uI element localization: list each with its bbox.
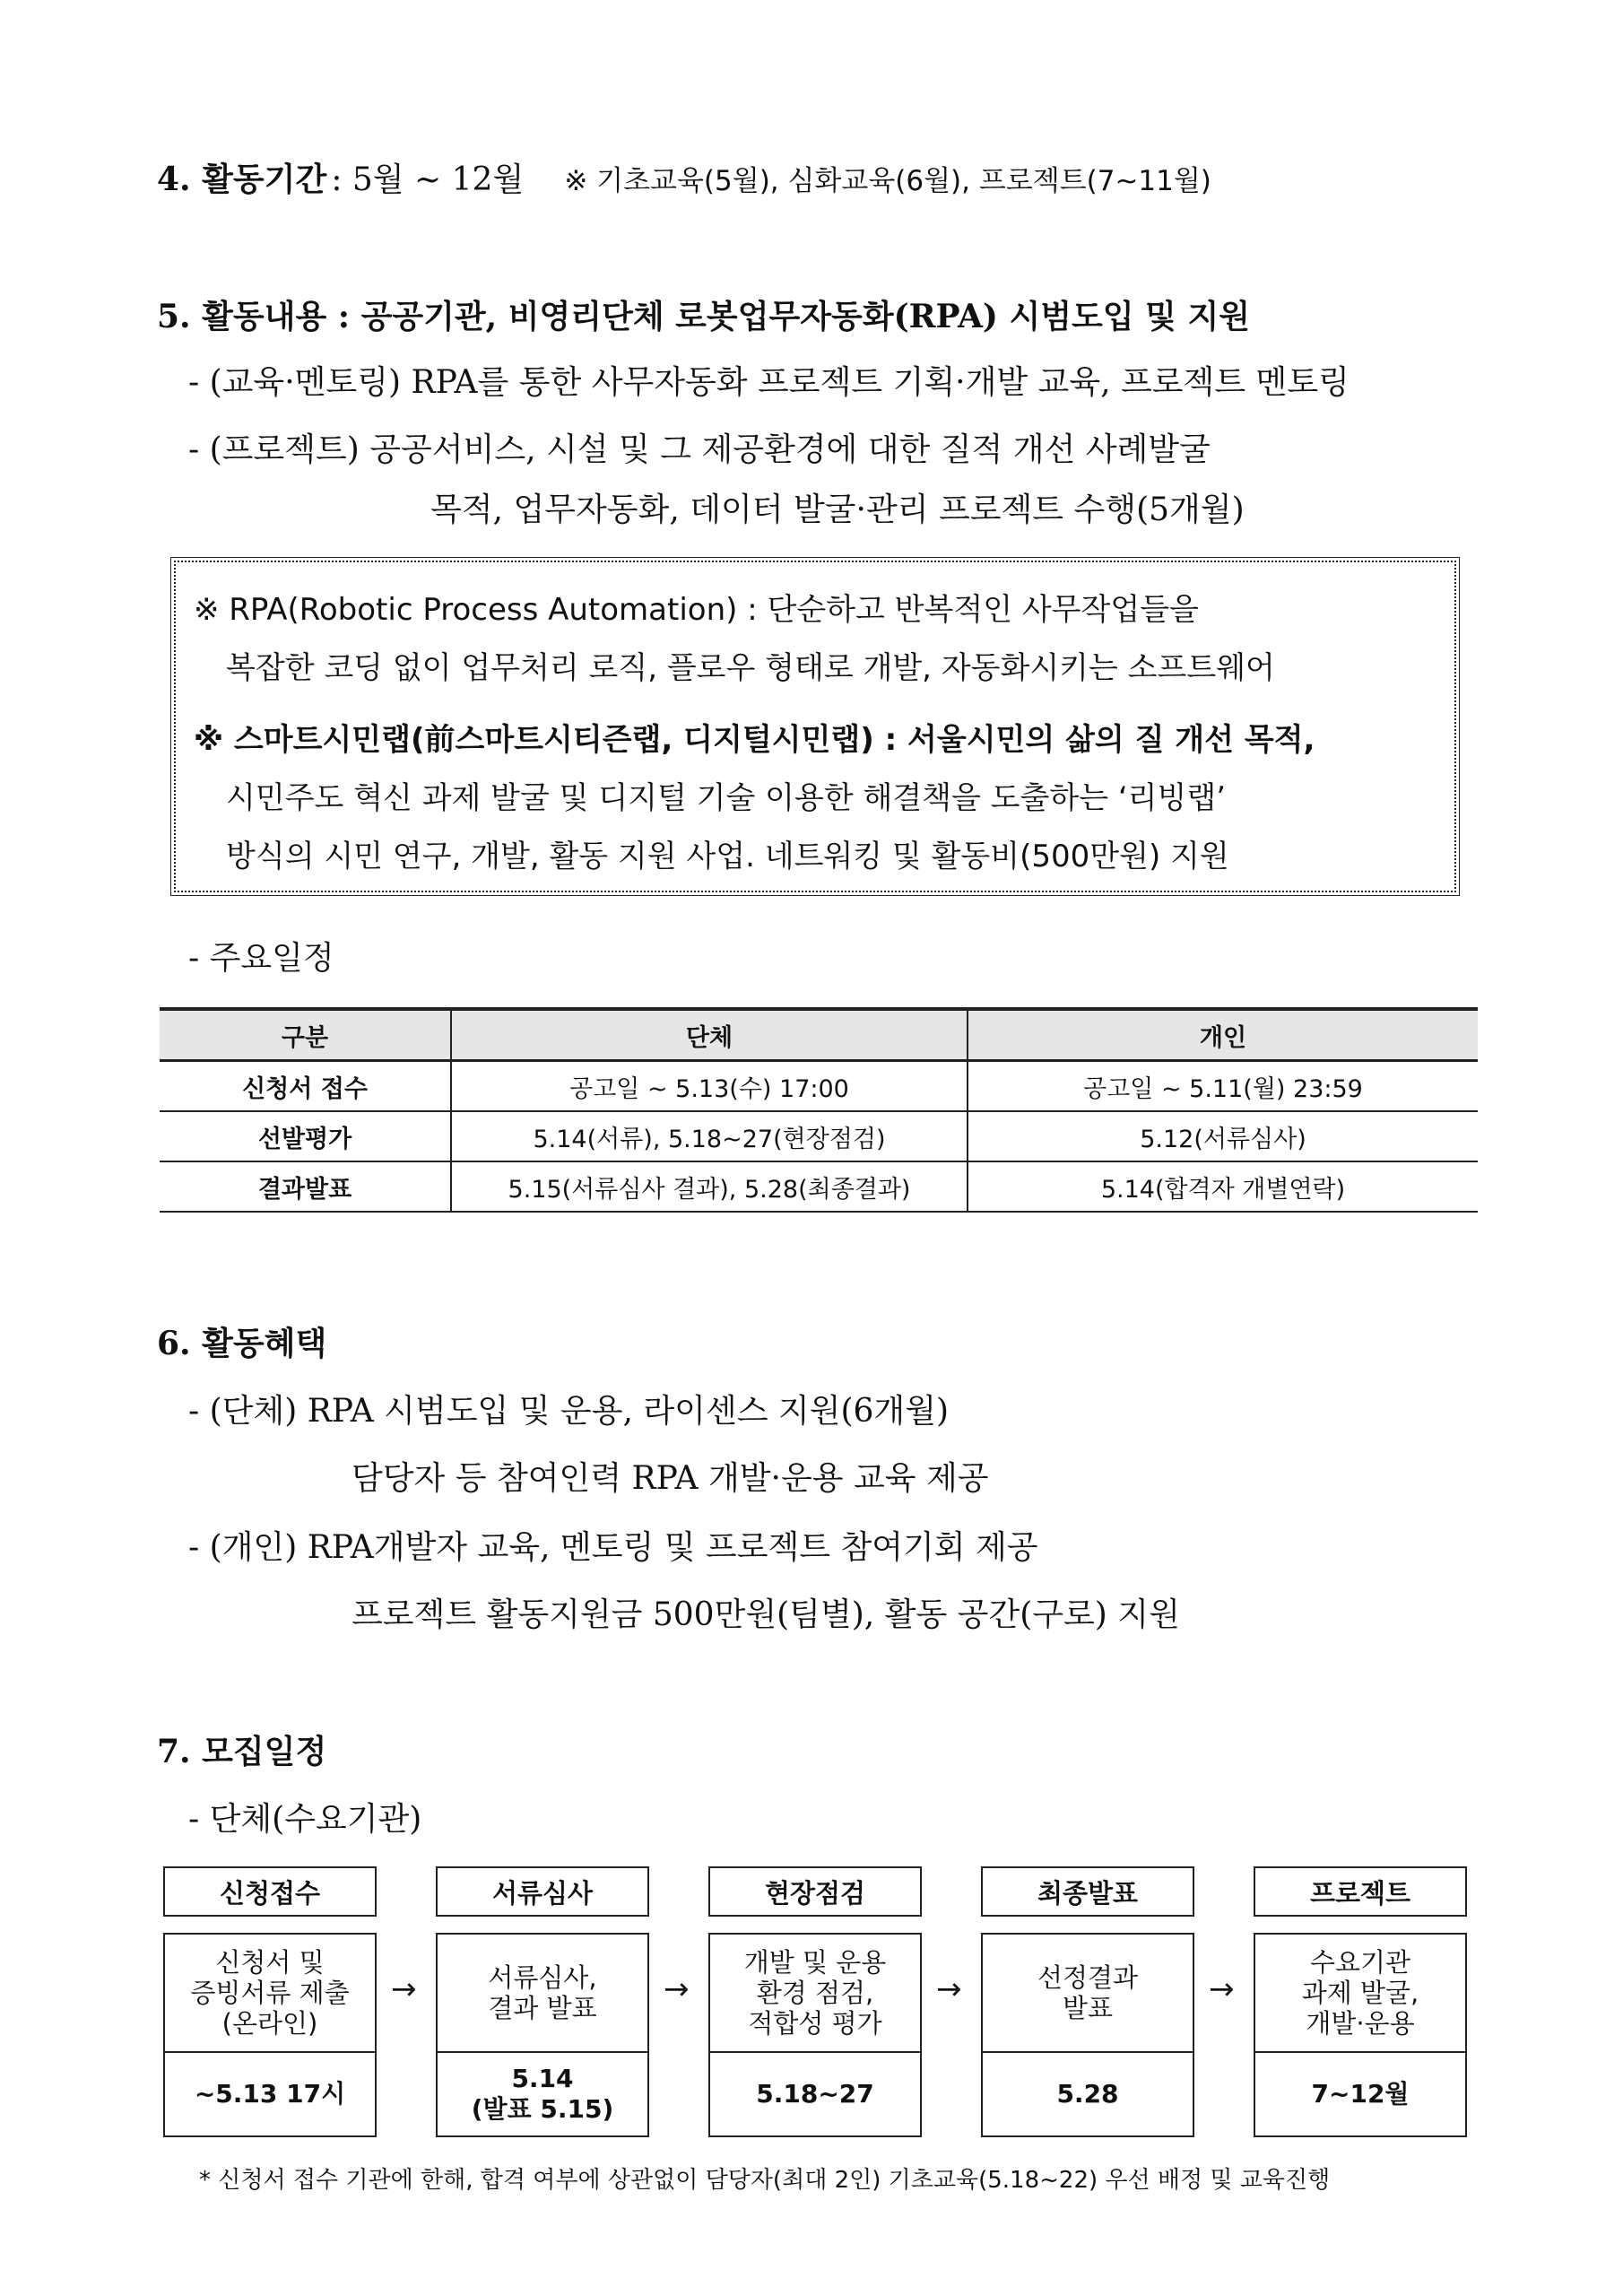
table-header: 단체	[451, 1009, 968, 1061]
section-6-item-1-cont: 담당자 등 참여인력 RPA 개발·운용 교육 제공	[352, 1460, 989, 1497]
flow-step-desc: 수요기관 과제 발굴, 개발·운용	[1255, 1935, 1465, 2053]
flow-step-box	[708, 1933, 922, 2137]
table-row	[160, 1111, 1478, 1161]
definition-box	[174, 561, 1456, 892]
section-6-item-2-cont: 프로젝트 활동지원금 500만원(팀별), 활동 공간(구로) 지원	[352, 1596, 1180, 1633]
flow-step-desc: 서류심사, 결과 발표	[438, 1935, 647, 2053]
table-header: 구분	[160, 1009, 451, 1061]
box-line-rpa-cont: 복잡한 코딩 없이 업무처리 로직, 플로우 형태로 개발, 자동화시키는 소프트웨어	[226, 650, 1275, 686]
flow-step-date: 5.14 (발표 5.15)	[471, 2063, 614, 2124]
table-cell: 5.14(합격자 개별연락)	[968, 1161, 1478, 1212]
section-6-heading: 6. 활동혜택	[157, 1325, 327, 1362]
flow-step-desc: 신청서 및 증빙서류 제출 (온라인)	[165, 1935, 375, 2053]
section-6-item-2: - (개인) RPA개발자 교육, 멘토링 및 프로젝트 참여기회 제공	[188, 1529, 1038, 1566]
right-arrow-icon: →	[1209, 1971, 1235, 2007]
right-arrow-icon: →	[936, 1971, 962, 2007]
flow-step-title: 프로젝트	[1254, 1866, 1467, 1917]
section-4-note: ※ 기초교육(5월), 심화교육(6월), 프로젝트(7~11월)	[564, 165, 1211, 197]
flow-step-desc: 선정결과 발표	[983, 1935, 1193, 2053]
box-line-smartlab-cont-2: 방식의 시민 연구, 개발, 활동 지원 사업. 네트워킹 및 활동비(500만원) 지원	[226, 839, 1229, 874]
table-cell: 결과발표	[160, 1161, 451, 1212]
section-4-period: : 5월 ~ 12월	[331, 161, 525, 198]
flow-step-date: 7~12월	[1311, 2078, 1410, 2109]
schedule-table	[160, 1007, 1478, 1213]
schedule-label: - 주요일정	[188, 940, 334, 977]
flow-step-date: ~5.13 17시	[194, 2078, 346, 2109]
right-arrow-icon: →	[664, 1971, 690, 2007]
flow-step-box	[981, 1933, 1194, 2137]
table-cell: 5.12(서류심사)	[968, 1111, 1478, 1161]
section-4	[157, 154, 1211, 200]
box-line-smartlab: ※ 스마트시민랩(前스마트시티즌랩, 디지털시민랩) : 서울시민의 삶의 질 개선 목적,	[194, 722, 1315, 758]
flow-step-title: 최종발표	[981, 1866, 1194, 1917]
flow-step-title: 신청접수	[163, 1866, 377, 1917]
footnote: * 신청서 접수 기관에 한해, 합격 여부에 상관없이 담당자(최대 2인) 기초교육(5.18~22) 우선 배정 및 교육진행	[199, 2167, 1331, 2194]
table-row	[160, 1161, 1478, 1212]
section-7-sub: - 단체(수요기관)	[188, 1801, 422, 1838]
box-line-smartlab-cont-1: 시민주도 혁신 과제 발굴 및 디지털 기술 이용한 해결책을 도출하는 ‘리빙랩’	[226, 780, 1227, 816]
section-5-heading: 5. 활동내용 : 공공기관, 비영리단체 로봇업무자동화(RPA) 시범도입 및 지원	[157, 298, 1250, 335]
section-5-item-2: - (프로젝트) 공공서비스, 시설 및 그 제공환경에 대한 질적 개선 사례발굴	[188, 431, 1211, 468]
table-cell: 선발평가	[160, 1111, 451, 1161]
table-cell: 공고일 ~ 5.11(월) 23:59	[968, 1061, 1478, 1112]
table-cell: 공고일 ~ 5.13(수) 17:00	[451, 1061, 968, 1112]
table-header: 개인	[968, 1009, 1478, 1061]
table-row	[160, 1061, 1478, 1112]
flow-step-box	[1254, 1933, 1467, 2137]
flow-step-title: 서류심사	[436, 1866, 649, 1917]
table-cell: 5.15(서류심사 결과), 5.28(최종결과)	[451, 1161, 968, 1212]
table-cell: 신청서 접수	[160, 1061, 451, 1112]
section-5-item-2-cont: 목적, 업무자동화, 데이터 발굴·관리 프로젝트 수행(5개월)	[430, 491, 1245, 528]
section-4-heading: 4. 활동기간	[157, 161, 327, 198]
box-line-rpa: ※ RPA(Robotic Process Automation) : 단순하고 반복적인 사무작업들을	[194, 592, 1199, 628]
section-6-item-1: - (단체) RPA 시범도입 및 운용, 라이센스 지원(6개월)	[188, 1393, 950, 1430]
flow-step-desc: 개발 및 운용 환경 점검, 적합성 평가	[710, 1935, 920, 2053]
flow-step-box	[163, 1933, 377, 2137]
table-header-row	[160, 1009, 1478, 1061]
flow-step-title: 현장점검	[708, 1866, 922, 1917]
section-7-heading: 7. 모집일정	[157, 1733, 327, 1770]
flow-step-date: 5.18~27	[756, 2078, 874, 2109]
flow-step-date: 5.28	[1056, 2078, 1119, 2109]
section-5-item-1: - (교육·멘토링) RPA를 통한 사무자동화 프로젝트 기획·개발 교육, 프로젝트 멘토링	[188, 364, 1350, 401]
right-arrow-icon: →	[391, 1971, 417, 2007]
flow-step-box	[436, 1933, 649, 2137]
table-cell: 5.14(서류), 5.18~27(현장점검)	[451, 1111, 968, 1161]
